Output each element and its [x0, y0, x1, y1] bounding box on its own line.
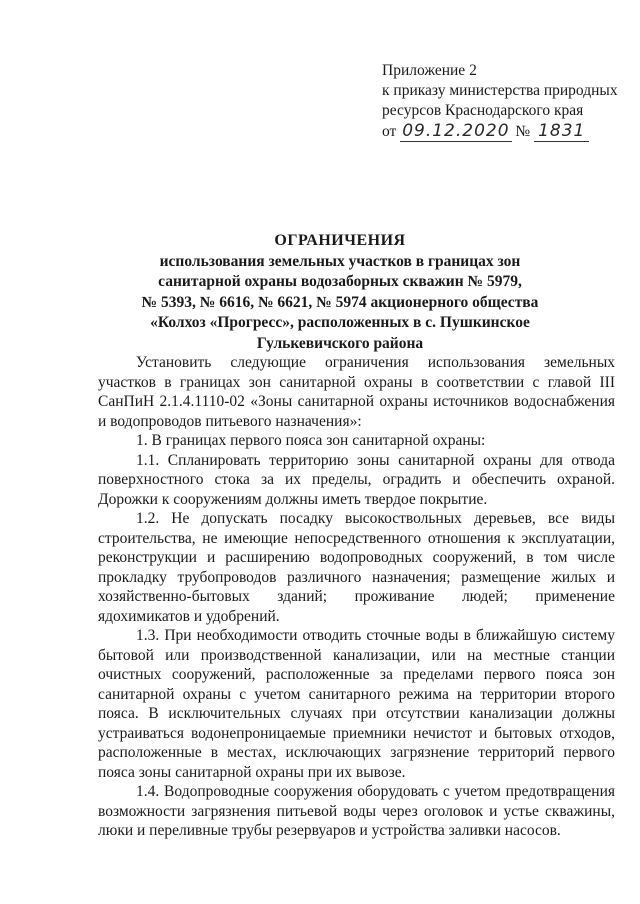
date-prefix: от: [382, 123, 397, 140]
appendix-line-3: ресурсов Краснодарского края: [382, 102, 584, 119]
paragraph-1-2: 1.2. Не допускать посадку высокоствольных деревьев, все виды строительства, не имеющие непосредственного отношения к эксплуатации, реконструкции и расширению водопроводных сооружений, в том числе прокладку трубопроводов различного назначения; размещение жилых и хозяйственно-бытовых зданий; проживание людей; применение ядохимикатов и удобрений.: [98, 510, 615, 625]
title-line-1: использования земельных участков в границах зон: [159, 252, 521, 270]
number-prefix: №: [515, 123, 531, 140]
paragraph-1-3: 1.3. При необходимости отводить сточные воды в ближайшую систему бытовой или производственной канализации, или на местные станции очистных сооружений, расположенные за пределами первого пояса зон санитарной охраны с учетом санитарного режима на территории второго пояса. В исключительных случаях при отсутствии канализации должны устраиваться водонепроницаемые приемники нечистот и бытовых отходов, расположенные в местах, исключающих загрязнение территорий первого пояса зоны санитарной охраны при их вывозе.: [98, 627, 615, 781]
paragraph-1-4: 1.4. Водопроводные сооружения оборудовать с учетом предотвращения возможности загрязнения питьевой воды через оголовок и устье скважины, люки и переливные трубы резервуаров и устройства заливки насосов.: [98, 783, 615, 839]
title-line-3: № 5393, № 6616, № 6621, № 5974 акционерного общества: [141, 293, 539, 311]
document-body: [98, 353, 615, 841]
handwritten-date: 09.12.2020: [402, 121, 510, 141]
title-line-5: Гулькевичского района: [256, 334, 424, 352]
paragraph-1: 1. В границах первого пояса зон санитарной охраны:: [136, 432, 486, 449]
paragraph-1-1: 1.1. Спланировать территорию зоны санитарной охраны для отвода поверхностного стока за их пределы, оградить и обеспечить охраной. Дорожки к сооружениям должны иметь твердое покрытие.: [98, 451, 615, 508]
intro-paragraph: Установить следующие ограничения использования земельных участков в границах зон санитарной охраны в соответствии с главой III СанПиН 2.1.4.1110-02 «Зоны санитарной охраны источников водоснабжения и водопроводов питьевого назначения»:: [98, 354, 615, 430]
appendix-date-line: [382, 121, 618, 142]
title-line-2: санитарной охраны водозаборных скважин № 5979,: [158, 273, 522, 290]
appendix-header: [382, 61, 618, 142]
handwritten-number: 1831: [534, 121, 589, 142]
appendix-line-1: Приложение 2: [382, 62, 477, 79]
appendix-line-2: к приказу министерства природных: [382, 82, 618, 99]
title-line-4: «Колхоз «Прогресс», расположенных в с. Пушкинское: [150, 314, 530, 331]
document-title: [110, 231, 570, 354]
title-main: ОГРАНИЧЕНИЯ: [274, 232, 406, 249]
